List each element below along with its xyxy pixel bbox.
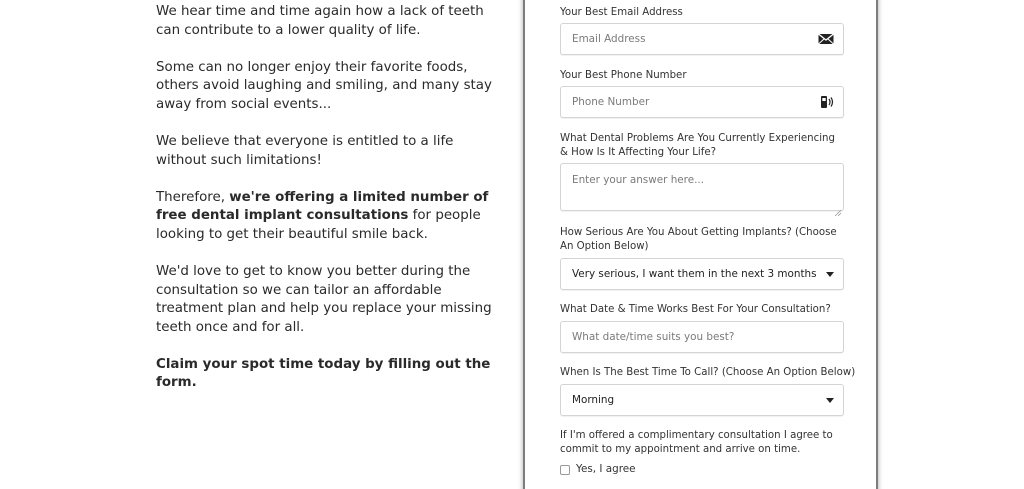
datetime-placeholder: What date/time suits you best? bbox=[572, 331, 735, 343]
seriousness-label: How Serious Are You About Getting Implants? (Choose An Option Below) bbox=[560, 227, 837, 252]
email-placeholder: Email Address bbox=[572, 33, 646, 45]
problems-label: What Dental Problems Are You Currently Experiencing & How Is It Affecting Your Life? bbox=[560, 133, 835, 158]
best-time-label: When Is The Best Time To Call? (Choose An Option Below) bbox=[560, 367, 856, 378]
chevron-down-icon bbox=[826, 272, 834, 277]
email-label: Your Best Email Address bbox=[560, 7, 683, 18]
chevron-down-icon bbox=[826, 398, 834, 403]
agree-checkbox-label[interactable]: Yes, I agree bbox=[576, 463, 636, 475]
consultation-form bbox=[523, 0, 878, 489]
email-field[interactable] bbox=[560, 23, 844, 55]
intro-paragraph-4-prefix: Therefore, bbox=[156, 189, 230, 205]
intro-paragraph-2: Some can no longer enjoy their favorite foods, others avoid laughing and smiling, and many stay away from social events... bbox=[156, 59, 492, 112]
intro-cta-text: Claim your spot time today by filling out the form. bbox=[156, 356, 491, 391]
seriousness-select[interactable] bbox=[560, 258, 844, 290]
intro-paragraph-4 bbox=[156, 189, 506, 245]
intro-call-to-action bbox=[156, 356, 506, 393]
best-time-selected-value: Morning bbox=[572, 394, 615, 406]
phone-label: Your Best Phone Number bbox=[560, 70, 687, 81]
best-time-select[interactable] bbox=[560, 384, 844, 416]
phone-placeholder: Phone Number bbox=[572, 96, 650, 108]
problems-placeholder: Enter your answer here... bbox=[572, 174, 705, 186]
phone-field[interactable] bbox=[560, 86, 844, 118]
intro-offer-highlight: we're offering a limited number of free dental implant consultations bbox=[156, 189, 489, 224]
seriousness-selected-value: Very serious, I want them in the next 3 months bbox=[572, 268, 817, 280]
intro-copy bbox=[156, 3, 506, 412]
intro-paragraph-3: We believe that everyone is entitled to a life without such limitations! bbox=[156, 133, 454, 168]
datetime-field[interactable] bbox=[560, 321, 844, 353]
resize-handle-icon[interactable] bbox=[834, 201, 841, 208]
datetime-label: What Date & Time Works Best For Your Consultation? bbox=[560, 304, 831, 315]
problems-textarea[interactable] bbox=[560, 163, 844, 211]
phone-icon bbox=[817, 94, 835, 110]
intro-paragraph-4-suffix: for people looking to get their beautiful smile back. bbox=[156, 208, 481, 242]
agree-checkbox[interactable] bbox=[560, 465, 570, 475]
intro-paragraph-1: We hear time and time again how a lack of teeth can contribute to a lower quality of life. bbox=[156, 4, 484, 38]
envelope-icon bbox=[817, 31, 835, 47]
agreement-label: If I'm offered a complimentary consultation I agree to commit to my appointment and arrive on time. bbox=[560, 430, 833, 455]
intro-paragraph-5: We'd love to get to know you better during the consultation so we can tailor an affordable treatment plan and help you replace your missing teeth once and for all. bbox=[156, 263, 492, 335]
